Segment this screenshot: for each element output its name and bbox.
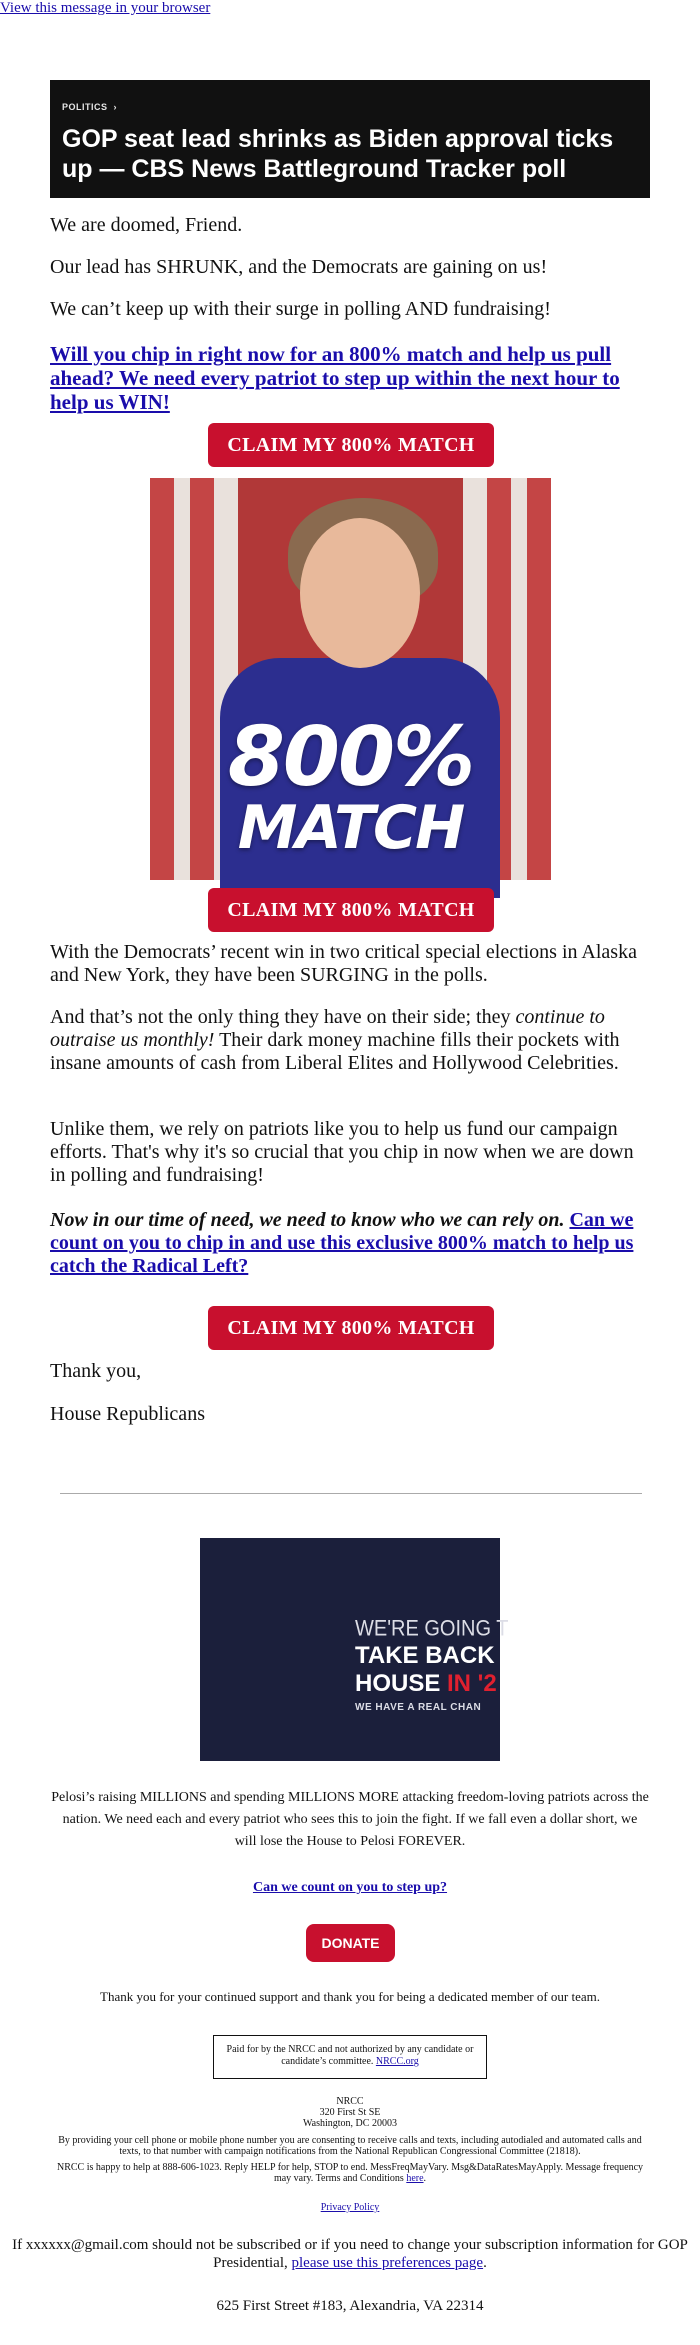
unsubscribe-end: . <box>483 2255 487 2271</box>
org-address-2: Washington, DC 20003 <box>303 2118 397 2129</box>
signoff: Thank you, <box>50 1360 142 1382</box>
sms-consent: By providing your cell phone or mobile phone number you are consenting to receive calls and texts, including autodialed and automated calls and texts, to that number with campaign notifications from the National Republican Congressional Committee (21818). <box>58 2135 642 2157</box>
unsubscribe-line <box>0 2236 700 2272</box>
preferences-link[interactable]: please use this preferences page <box>291 2255 484 2271</box>
view-in-browser-link[interactable]: View this message in your browser <box>0 0 211 16</box>
banner-line-3-b: IN '2 <box>447 1670 497 1697</box>
body-link-paragraph <box>50 343 650 415</box>
count-on-you-link[interactable]: Can we count on you to chip in and use this exclusive 800% match to help us catch the Radical Left? <box>50 1209 634 1277</box>
step-up-link[interactable]: Can we count on you to step up? <box>252 1880 448 1895</box>
claim-match-button-2[interactable]: CLAIM MY 800% MATCH <box>208 888 494 932</box>
body-paragraph-5 <box>50 1006 650 1075</box>
banner-line-4: WE HAVE A REAL CHAN <box>355 1702 482 1713</box>
banner-line-1: WE'RE GOING T <box>355 1616 509 1642</box>
unsubscribe-text: If xxxxxx@gmail.com should not be subscribed or if you need to change your subscription information for GOP Presidential, <box>12 2237 688 2271</box>
headline-card[interactable] <box>50 80 650 198</box>
claim-match-button-3[interactable]: CLAIM MY 800% MATCH <box>208 1306 494 1350</box>
body-paragraph-4: With the Democrats’ recent win in two critical special elections in Alaska and New York, they have been SURGING in the polls. <box>50 941 637 986</box>
body-paragraph-7 <box>50 1209 650 1278</box>
paid-for-text: Paid for by the NRCC and not authorized by any candidate or candidate’s committee. <box>226 2044 474 2067</box>
nrcc-link[interactable]: NRCC.org <box>375 2056 419 2067</box>
banner-line-2: TAKE BACK TH <box>355 1642 534 1669</box>
take-back-house-banner[interactable] <box>200 1538 534 1761</box>
photo-overlay-match: MATCH <box>237 793 464 863</box>
step-up-line <box>50 1877 650 1899</box>
org-name: NRCC <box>336 2096 364 2107</box>
thanks-line: Thank you for your continued support and thank you for being a dedicated member of our team. <box>100 1989 600 2004</box>
sms-help-end: . <box>423 2173 427 2184</box>
donate-button[interactable]: DONATE <box>306 1924 395 1962</box>
body-paragraph-1: We are doomed, Friend. <box>50 214 243 236</box>
sms-help <box>50 2162 650 2184</box>
p5-emphasis: continue to outraise us monthly! <box>50 1006 605 1051</box>
terms-link[interactable]: here <box>406 2173 424 2184</box>
chip-in-link[interactable]: Will you chip in right now for an 800% match and help us pull ahead? We need every patriot to step up within the next hour to help us WIN! <box>50 342 620 414</box>
p7-bold-text: Now in our time of need, we need to know who we can rely on. <box>50 1209 565 1231</box>
paid-for-disclaimer <box>213 2035 487 2079</box>
privacy-policy-link[interactable]: Privacy Policy <box>320 2202 380 2213</box>
banner-line-3 <box>355 1670 497 1698</box>
section-divider <box>60 1493 642 1494</box>
kicker-label: POLITICS <box>62 102 108 112</box>
privacy-line <box>50 2202 650 2213</box>
photo-overlay-percent: 800% <box>227 710 474 805</box>
sms-help-text: NRCC is happy to help at 888-606-1023. Reply HELP for help, STOP to end. MessFreqMayVary. Msg&DataRatesMayApply. Message frequency may vary. Terms and Conditions <box>56 2162 644 2184</box>
footer-address: 625 First Street #183, Alexandria, VA 22314 <box>216 2298 484 2314</box>
headline-kicker <box>62 102 638 112</box>
body-paragraph-6: Unlike them, we rely on patriots like you to help us fund our campaign efforts. That's why it's so crucial that you chip in now when we are down in polling and fundraising! <box>50 1118 634 1186</box>
claim-match-button-1[interactable]: CLAIM MY 800% MATCH <box>208 423 494 467</box>
banner-line-3-a: HOUSE <box>355 1670 448 1697</box>
pelosi-paragraph: Pelosi’s raising MILLIONS and spending MILLIONS MORE attacking freedom-loving patriots across the nation. We need each and every patriot who sees this to join the fight. If we fall even a dollar short, we will lose the House to Pelosi FOREVER. <box>51 1790 649 1849</box>
p5-text-b: Their dark money machine fills their pockets with insane amounts of cash from Liberal Elites and Hollywood Celebrities. <box>50 1029 620 1074</box>
chevron-right-icon: › <box>113 102 118 112</box>
p5-text-a: And that’s not the only thing they have on their side; they <box>50 1006 516 1028</box>
photo-figure-face <box>300 518 420 668</box>
body-paragraph-3: We can’t keep up with their surge in polling AND fundraising! <box>50 298 551 320</box>
match-hero-image[interactable] <box>150 478 551 880</box>
view-in-browser <box>0 0 210 17</box>
headline-title: GOP seat lead shrinks as Biden approval ticks up — CBS News Battleground Tracker poll <box>62 125 614 183</box>
signature: House Republicans <box>50 1403 205 1425</box>
body-paragraph-2: Our lead has SHRUNK, and the Democrats are gaining on us! <box>50 256 548 278</box>
org-address-1: 320 First St SE <box>319 2107 381 2118</box>
